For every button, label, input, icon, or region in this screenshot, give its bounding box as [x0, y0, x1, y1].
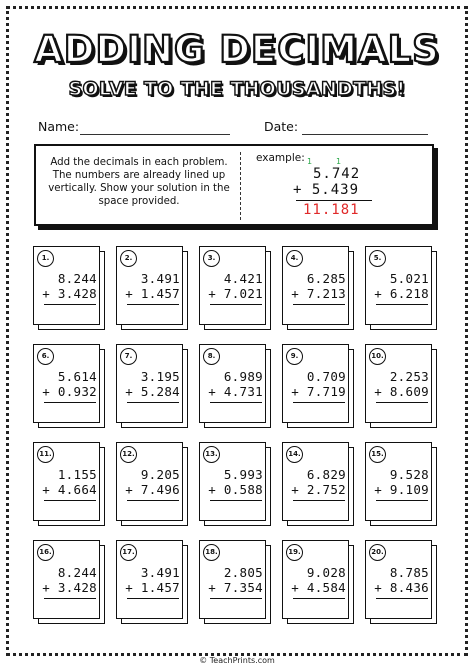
- card-face[interactable]: [33, 540, 100, 619]
- sum-line: [127, 304, 179, 305]
- addend-top: 5.614: [57, 369, 97, 384]
- addend-top: 9.205: [140, 467, 180, 482]
- name-label: Name:: [38, 119, 80, 134]
- problem-number: 20.: [369, 544, 386, 561]
- addend-bottom: + 7.021: [208, 286, 263, 301]
- sum-line: [376, 402, 428, 403]
- addend-top: 4.421: [223, 271, 263, 286]
- card-face[interactable]: [282, 540, 349, 619]
- problem-card: [199, 442, 271, 526]
- sum-line: [127, 402, 179, 403]
- sum-line: [376, 500, 428, 501]
- addend-top: 2.805: [223, 565, 263, 580]
- example-answer: 11.181: [303, 202, 360, 218]
- sum-line: [293, 598, 345, 599]
- addend-bottom: + 1.457: [125, 286, 180, 301]
- instructions-box: [34, 144, 434, 226]
- addend-top: 6.829: [306, 467, 346, 482]
- card-face[interactable]: [116, 442, 183, 521]
- problem-number: 13.: [203, 446, 220, 463]
- sum-line: [44, 500, 96, 501]
- name-field-line[interactable]: [80, 134, 230, 135]
- problem-card: [282, 442, 354, 526]
- problem-card: [199, 540, 271, 624]
- addend-top: 5.993: [223, 467, 263, 482]
- sum-line: [293, 304, 345, 305]
- addend-top: 6.285: [306, 271, 346, 286]
- problem-card: [365, 442, 437, 526]
- problem-number: 6.: [37, 348, 54, 365]
- card-face[interactable]: [33, 246, 100, 325]
- addend-bottom: + 3.428: [42, 286, 97, 301]
- addend-bottom: + 3.428: [42, 580, 97, 595]
- card-face[interactable]: [199, 540, 266, 619]
- example-sum-line: [296, 200, 372, 201]
- sum-line: [127, 598, 179, 599]
- sum-line: [293, 500, 345, 501]
- addend-bottom: + 5.284: [125, 384, 180, 399]
- problem-number: 7.: [120, 348, 137, 365]
- addend-bottom: + 9.109: [374, 482, 429, 497]
- addend-top: 9.028: [306, 565, 346, 580]
- card-face[interactable]: [33, 442, 100, 521]
- example-label: example:: [256, 152, 305, 164]
- addend-bottom: + 6.218: [374, 286, 429, 301]
- example-top-number: 5.742: [313, 166, 361, 182]
- problem-card: [282, 540, 354, 624]
- card-face[interactable]: [365, 540, 432, 619]
- problem-card: [365, 540, 437, 624]
- card-face[interactable]: [116, 246, 183, 325]
- example-carry-right: 1: [336, 157, 342, 166]
- card-face[interactable]: [365, 442, 432, 521]
- card-face[interactable]: [282, 344, 349, 423]
- worksheet-subtitle: SOLVE TO THE THOUSANDTHS!: [68, 78, 406, 100]
- sum-line: [293, 402, 345, 403]
- problem-number: 16.: [37, 544, 54, 561]
- problem-card: [199, 246, 271, 330]
- problem-number: 10.: [369, 348, 386, 365]
- sum-line: [44, 304, 96, 305]
- addend-top: 5.021: [389, 271, 429, 286]
- problem-card: [33, 246, 105, 330]
- card-face[interactable]: [282, 246, 349, 325]
- addend-top: 2.253: [389, 369, 429, 384]
- instructions-divider: [240, 152, 241, 220]
- sum-line: [210, 304, 262, 305]
- problem-number: 17.: [120, 544, 137, 561]
- addend-top: 8.785: [389, 565, 429, 580]
- addend-bottom: + 4.664: [42, 482, 97, 497]
- problem-number: 8.: [203, 348, 220, 365]
- sum-line: [127, 500, 179, 501]
- problem-number: 12.: [120, 446, 137, 463]
- sum-line: [210, 402, 262, 403]
- problem-number: 19.: [286, 544, 303, 561]
- footer-credit: © TeachPrints.com: [199, 656, 275, 665]
- problem-number: 15.: [369, 446, 386, 463]
- card-face[interactable]: [365, 344, 432, 423]
- card-face[interactable]: [116, 344, 183, 423]
- problem-card: [116, 442, 188, 526]
- card-face[interactable]: [199, 344, 266, 423]
- problem-card: [116, 344, 188, 428]
- addend-bottom: + 7.213: [291, 286, 346, 301]
- addend-top: 8.244: [57, 271, 97, 286]
- addend-top: 0.709: [306, 369, 346, 384]
- addend-bottom: + 2.752: [291, 482, 346, 497]
- addend-bottom: + 4.584: [291, 580, 346, 595]
- addend-bottom: + 1.457: [125, 580, 180, 595]
- sum-line: [44, 402, 96, 403]
- problem-number: 18.: [203, 544, 220, 561]
- addend-bottom: + 8.436: [374, 580, 429, 595]
- problem-number: 2.: [120, 250, 137, 267]
- problem-card: [33, 344, 105, 428]
- problem-number: 1.: [37, 250, 54, 267]
- problem-card: [33, 442, 105, 526]
- problem-card: [116, 246, 188, 330]
- problem-card: [282, 344, 354, 428]
- date-label: Date:: [264, 119, 299, 134]
- example-carry-left: 1: [307, 157, 313, 166]
- sum-line: [376, 598, 428, 599]
- card-face[interactable]: [199, 246, 266, 325]
- addend-top: 3.491: [140, 565, 180, 580]
- problem-number: 9.: [286, 348, 303, 365]
- name-date-row: [38, 119, 438, 139]
- addend-bottom: + 4.731: [208, 384, 263, 399]
- problem-number: 14.: [286, 446, 303, 463]
- problem-card: [199, 344, 271, 428]
- addend-top: 9.528: [389, 467, 429, 482]
- problem-number: 3.: [203, 250, 220, 267]
- card-face[interactable]: [365, 246, 432, 325]
- problem-card: [33, 540, 105, 624]
- addend-top: 1.155: [57, 467, 97, 482]
- problem-number: 4.: [286, 250, 303, 267]
- worksheet-title: ADDING DECIMALS: [34, 28, 440, 71]
- card-face[interactable]: [116, 540, 183, 619]
- card-face[interactable]: [282, 442, 349, 521]
- problem-number: 11.: [37, 446, 54, 463]
- card-face[interactable]: [33, 344, 100, 423]
- instructions-text: Add the decimals in each problem. The numbers are already lined up vertically. Show your solution in the space provided.: [48, 157, 230, 207]
- problem-card: [282, 246, 354, 330]
- addend-bottom: + 8.609: [374, 384, 429, 399]
- addend-top: 8.244: [57, 565, 97, 580]
- addend-bottom: + 0.588: [208, 482, 263, 497]
- addend-bottom: + 7.354: [208, 580, 263, 595]
- example-bottom-number: + 5.439: [293, 182, 360, 198]
- date-field-line[interactable]: [302, 134, 428, 135]
- addend-top: 6.989: [223, 369, 263, 384]
- sum-line: [44, 598, 96, 599]
- problem-card: [365, 344, 437, 428]
- problem-card: [365, 246, 437, 330]
- problem-card: [116, 540, 188, 624]
- addend-bottom: + 7.496: [125, 482, 180, 497]
- sum-line: [210, 500, 262, 501]
- addend-bottom: + 0.932: [42, 384, 97, 399]
- card-face[interactable]: [199, 442, 266, 521]
- problem-number: 5.: [369, 250, 386, 267]
- sum-line: [376, 304, 428, 305]
- sum-line: [210, 598, 262, 599]
- addend-top: 3.491: [140, 271, 180, 286]
- addend-top: 3.195: [140, 369, 180, 384]
- addend-bottom: + 7.719: [291, 384, 346, 399]
